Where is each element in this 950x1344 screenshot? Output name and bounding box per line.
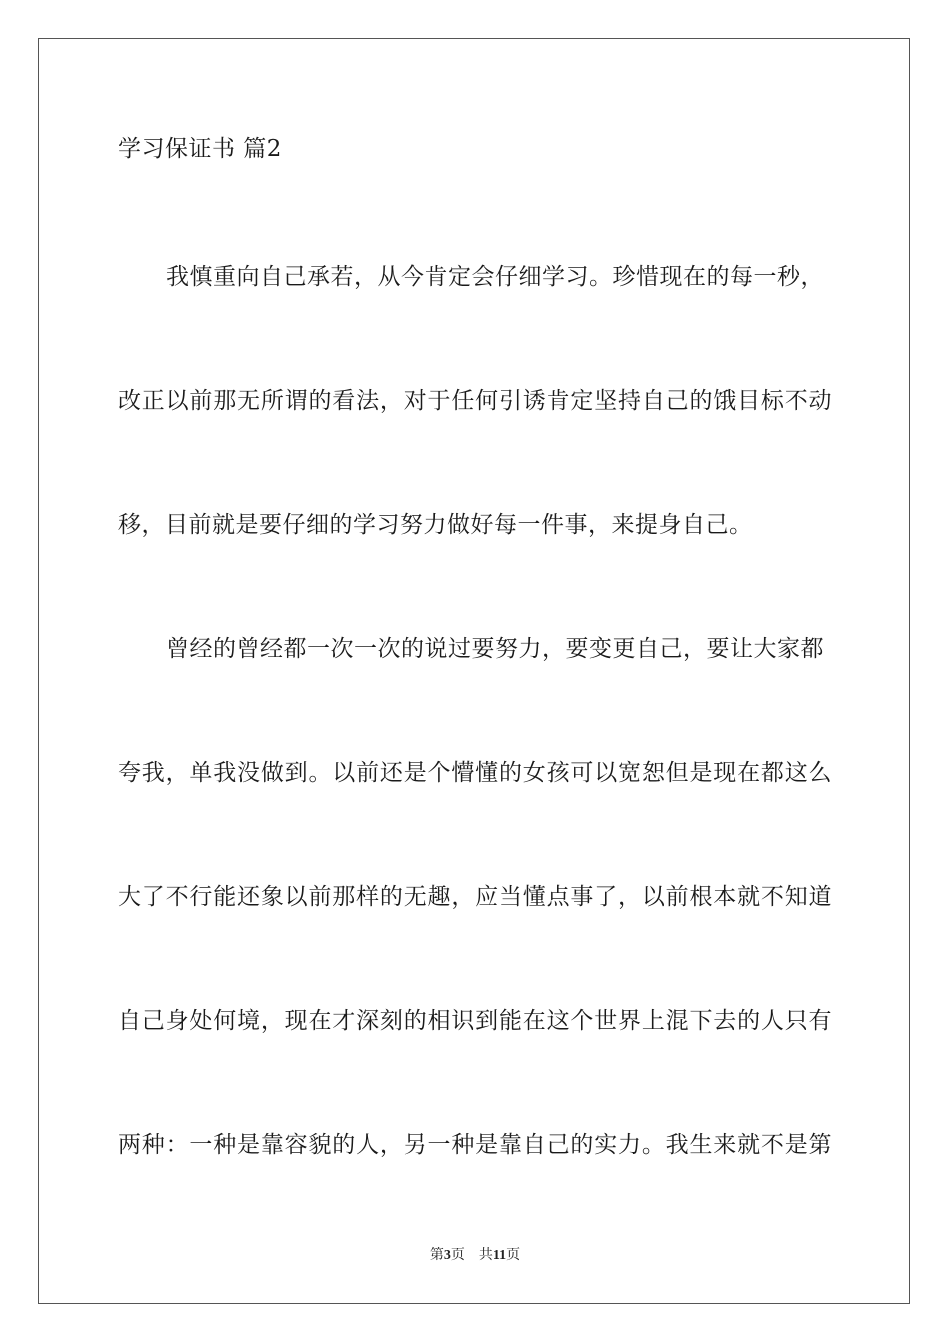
footer-page-number: 3 — [443, 1248, 451, 1263]
footer-total-suffix: 页 — [506, 1248, 521, 1263]
paragraph-2-line-4: 自己身处何境，现在才深刻的相识到能在这个世界上混下去的人只有 — [118, 1008, 832, 1034]
paragraph-1-line-2: 改正以前那无所谓的看法，对于任何引诱肯定坚持自己的饿目标不动 — [118, 388, 832, 414]
footer-page-prefix: 第 — [429, 1248, 444, 1263]
document-title: 学习保证书 篇2 — [118, 136, 282, 162]
paragraph-2-line-1: 曾经的曾经都一次一次的说过要努力，要变更自己，要让大家都 — [166, 636, 824, 662]
paragraph-1-line-1: 我慎重向自己承若，从今肯定会仔细学习。珍惜现在的每一秒， — [166, 264, 824, 290]
footer-total-pages: 11 — [492, 1248, 507, 1263]
paragraph-2-line-2: 夸我，单我没做到。以前还是个懵懂的女孩可以宽恕但是现在都这么 — [118, 760, 832, 786]
page-border — [38, 38, 910, 1304]
paragraph-2-line-5: 两种：一种是靠容貌的人，另一种是靠自己的实力。我生来就不是第 — [118, 1132, 832, 1158]
footer-total-prefix: 共 — [478, 1248, 493, 1263]
paragraph-2-line-3: 大了不行能还象以前那样的无趣，应当懂点事了，以前根本就不知道 — [118, 884, 832, 910]
page-footer — [0, 1246, 950, 1266]
paragraph-1-line-3: 移，目前就是要仔细的学习努力做好每一件事，来提身自己。 — [118, 512, 753, 538]
footer-page-suffix: 页 — [450, 1248, 465, 1263]
